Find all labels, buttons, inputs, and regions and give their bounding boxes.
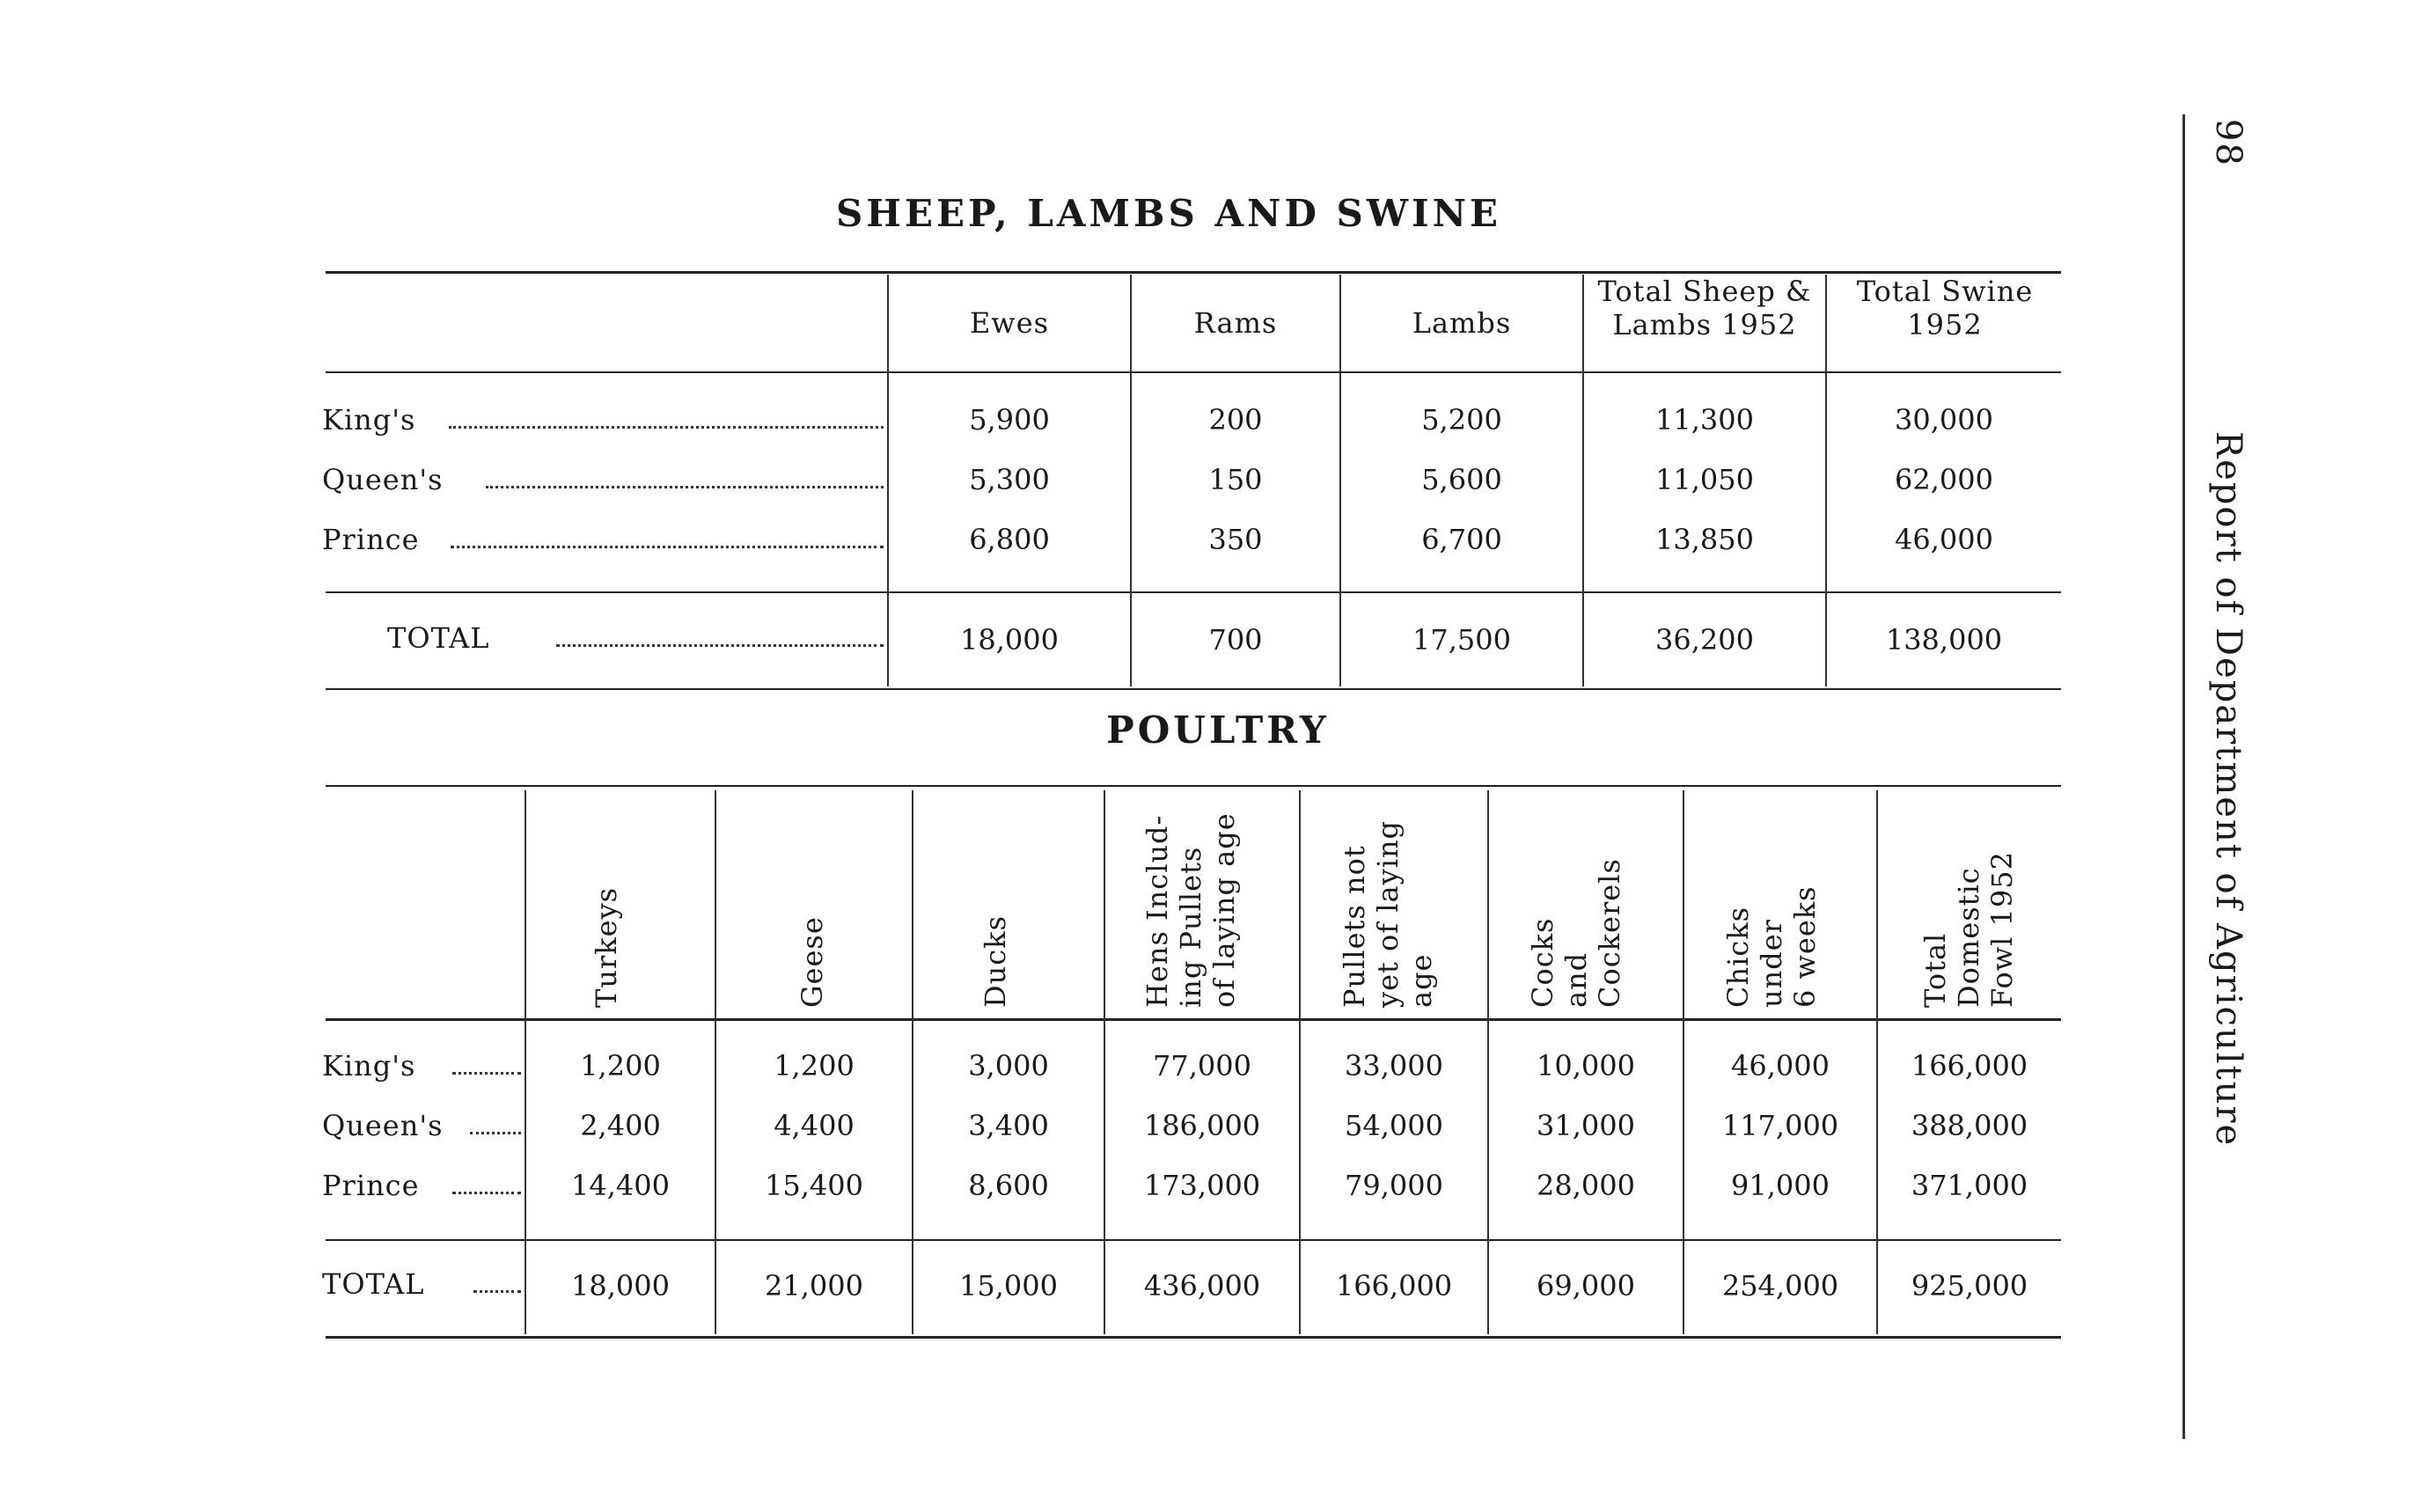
sheep-cell: 350 bbox=[1208, 523, 1263, 556]
sheep-total-cell: 700 bbox=[1208, 623, 1263, 657]
leader-dots bbox=[486, 486, 884, 488]
sheep-top-rule bbox=[326, 271, 2061, 274]
poultry-cell: 3,400 bbox=[968, 1109, 1049, 1142]
sheep-cell: 5,300 bbox=[969, 463, 1050, 496]
poultry-cell: 173,000 bbox=[1143, 1169, 1261, 1202]
sheep-cell: 46,000 bbox=[1895, 523, 1993, 556]
sheep-col-header-lambs: Lambs bbox=[1412, 306, 1512, 340]
poultry-cell: 1,200 bbox=[580, 1049, 661, 1083]
poultry-cell: 54,000 bbox=[1345, 1109, 1443, 1142]
poultry-cell: 91,000 bbox=[1731, 1169, 1830, 1202]
sheep-cell: 6,800 bbox=[969, 523, 1050, 556]
sheep-cell: 200 bbox=[1208, 403, 1263, 437]
sheep-col-header-total-sheep: Total Sheep & Lambs 1952 bbox=[1597, 275, 1812, 341]
sheep-total-cell: 17,500 bbox=[1412, 623, 1511, 657]
sheep-cell: 13,850 bbox=[1655, 523, 1754, 556]
leader-dots bbox=[470, 1132, 521, 1134]
poultry-cell: 1,200 bbox=[774, 1049, 855, 1083]
leader-dots bbox=[452, 1072, 521, 1075]
poultry-cell: 79,000 bbox=[1345, 1169, 1443, 1202]
leader-dots bbox=[451, 546, 884, 548]
poultry-cell: 371,000 bbox=[1911, 1169, 2028, 1202]
margin-rule bbox=[2182, 114, 2185, 1439]
sheep-col-header-rams: Rams bbox=[1193, 306, 1278, 340]
poultry-cell: 10,000 bbox=[1537, 1049, 1635, 1083]
sheep-total-cell: 36,200 bbox=[1655, 623, 1754, 657]
poultry-total-cell: 436,000 bbox=[1143, 1269, 1261, 1303]
sheep-total-rule bbox=[326, 591, 2061, 593]
poultry-col-header-cocks: Cocks and Cockerels bbox=[1526, 858, 1626, 1008]
poultry-total-label: TOTAL bbox=[322, 1267, 425, 1301]
poultry-col-header-total-fowl: Total Domestic Fowl 1952 bbox=[1918, 851, 2019, 1008]
page-number: 98 bbox=[2208, 119, 2248, 167]
sheep-cell: 150 bbox=[1208, 463, 1263, 496]
poultry-total-cell: 21,000 bbox=[765, 1269, 863, 1303]
poultry-cell: 4,400 bbox=[774, 1109, 855, 1142]
poultry-cell: 388,000 bbox=[1911, 1109, 2028, 1142]
poultry-cell: 14,400 bbox=[571, 1169, 670, 1202]
poultry-bottom-rule bbox=[326, 1336, 2061, 1339]
poultry-cell: 166,000 bbox=[1911, 1049, 2028, 1083]
running-title: Report of Department of Agriculture bbox=[2208, 431, 2248, 1148]
poultry-col-header-pullets: Pullets not yet of laying age bbox=[1338, 819, 1438, 1008]
poultry-total-cell: 254,000 bbox=[1721, 1269, 1839, 1303]
sheep-cell: 5,200 bbox=[1421, 403, 1502, 437]
poultry-col-header-chicks: Chicks under 6 weeks bbox=[1721, 885, 1822, 1008]
sheep-cell: 30,000 bbox=[1895, 403, 1993, 437]
poultry-total-cell: 15,000 bbox=[959, 1269, 1058, 1303]
sheep-table-title: SHEEP, LAMBS AND SWINE bbox=[835, 192, 1502, 235]
sheep-bottom-rule bbox=[326, 688, 2061, 690]
sheep-cell: 5,600 bbox=[1421, 463, 1502, 496]
sheep-cell: 5,900 bbox=[969, 403, 1050, 437]
sheep-cell: 6,700 bbox=[1421, 523, 1502, 556]
poultry-cell: 117,000 bbox=[1721, 1109, 1839, 1142]
poultry-total-cell: 69,000 bbox=[1537, 1269, 1635, 1303]
sheep-row-label: Prince bbox=[322, 523, 420, 556]
sheep-cell: 11,300 bbox=[1655, 403, 1754, 437]
poultry-col-header-turkeys: Turkeys bbox=[590, 886, 623, 1008]
sheep-col-header-ewes: Ewes bbox=[969, 306, 1050, 340]
poultry-total-cell: 18,000 bbox=[571, 1269, 670, 1303]
poultry-row-label: King's bbox=[322, 1049, 416, 1083]
poultry-col-header-geese: Geese bbox=[796, 916, 829, 1008]
sheep-cell: 11,050 bbox=[1655, 463, 1754, 496]
poultry-cell: 28,000 bbox=[1537, 1169, 1635, 1202]
poultry-total-rule bbox=[326, 1239, 2061, 1241]
sheep-row-label: Queen's bbox=[322, 463, 444, 496]
poultry-row-label: Queen's bbox=[322, 1109, 444, 1142]
leader-dots bbox=[452, 1192, 521, 1194]
poultry-cell: 31,000 bbox=[1537, 1109, 1635, 1142]
poultry-total-cell: 925,000 bbox=[1911, 1269, 2028, 1303]
sheep-col-header-total-swine: Total Swine 1952 bbox=[1856, 275, 2034, 341]
poultry-cell: 3,000 bbox=[968, 1049, 1049, 1083]
poultry-row-label: Prince bbox=[322, 1169, 420, 1202]
poultry-total-cell: 166,000 bbox=[1335, 1269, 1453, 1303]
poultry-cell: 8,600 bbox=[968, 1169, 1049, 1202]
poultry-cell: 186,000 bbox=[1143, 1109, 1261, 1142]
poultry-cell: 46,000 bbox=[1731, 1049, 1830, 1083]
poultry-table-title: POULTRY bbox=[1106, 708, 1330, 752]
sheep-row-label: King's bbox=[322, 403, 416, 437]
poultry-cell: 15,400 bbox=[765, 1169, 863, 1202]
poultry-col-header-ducks: Ducks bbox=[979, 915, 1012, 1008]
poultry-header-rule bbox=[326, 1018, 2061, 1021]
leader-dots bbox=[473, 1290, 521, 1293]
poultry-top-rule bbox=[326, 785, 2061, 787]
sheep-total-label: TOTAL bbox=[387, 621, 490, 655]
sheep-cell: 62,000 bbox=[1895, 463, 1993, 496]
leader-dots bbox=[449, 426, 884, 429]
poultry-cell: 2,400 bbox=[580, 1109, 661, 1142]
sheep-total-cell: 138,000 bbox=[1885, 623, 2003, 657]
sheep-total-cell: 18,000 bbox=[960, 623, 1059, 657]
sheep-header-rule bbox=[326, 371, 2061, 373]
poultry-cell: 77,000 bbox=[1153, 1049, 1251, 1083]
poultry-col-header-hens: Hens Includ- ing Pullets of laying age bbox=[1141, 812, 1241, 1008]
poultry-cell: 33,000 bbox=[1345, 1049, 1443, 1083]
leader-dots bbox=[556, 644, 884, 647]
